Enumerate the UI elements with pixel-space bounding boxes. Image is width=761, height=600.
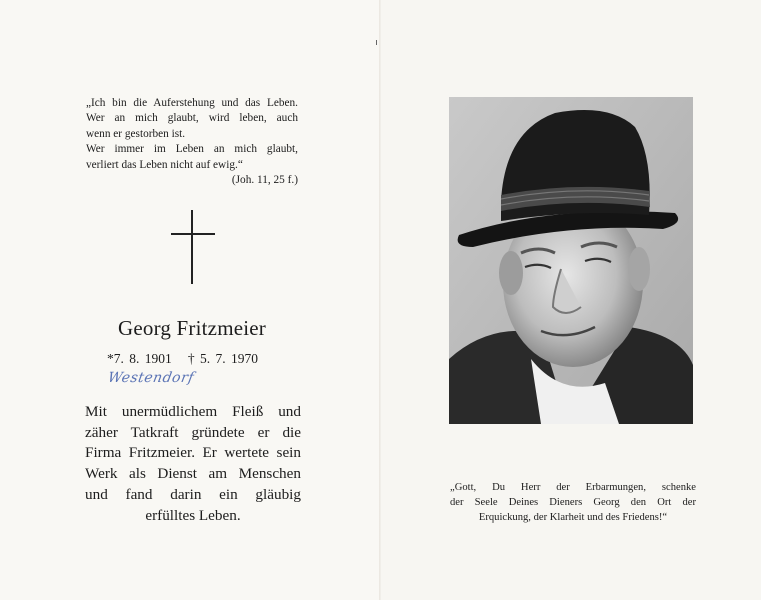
prayer-line: Erquickung, der Klarheit und des Friedens!“ — [478, 512, 668, 523]
biography-line: Mit unermüdlichem Fleiß und — [85, 403, 301, 420]
closing-prayer — [450, 480, 696, 525]
quote-reference: (Joh. 11, 25 f.) — [231, 174, 298, 187]
fold-mark — [376, 40, 377, 45]
prayer-line: der Seele Deines Dieners Georg den Ort der — [450, 497, 696, 508]
prayer-line: „Gott, Du Herr der Erbarmungen, schenke — [450, 482, 696, 493]
biography-line: Werk als Dienst am Menschen — [85, 465, 301, 483]
handwritten-note: Westendorf — [106, 370, 196, 386]
quote-line: „Ich bin die Auferstehung und das Leben. — [86, 97, 298, 109]
life-dates: *7. 8. 1901 † 5. 7. 1970 — [107, 351, 258, 366]
quote-line: verliert das Leben nicht auf ewig.“ — [86, 158, 243, 171]
bible-quote — [86, 96, 298, 188]
biography-line: und fand darin ein gläubig — [85, 485, 301, 503]
deceased-name: Georg Fritzmeier — [117, 316, 267, 340]
left-panel — [0, 0, 380, 600]
biography-line: zäher Tatkraft gründete er die — [85, 423, 301, 441]
biography-line: Firma Fritzmeier. Er wertete sein — [85, 444, 301, 462]
quote-line: Wer immer im Leben an mich glaubt, — [86, 143, 298, 156]
quote-line: Wer an mich glaubt, wird leben, auch — [86, 112, 298, 125]
quote-line: wenn er gestorben ist. — [86, 127, 186, 140]
biography — [85, 402, 301, 526]
cross-icon — [171, 210, 215, 284]
portrait-photo — [449, 97, 693, 424]
biography-line: erfülltes Leben. — [145, 506, 241, 524]
